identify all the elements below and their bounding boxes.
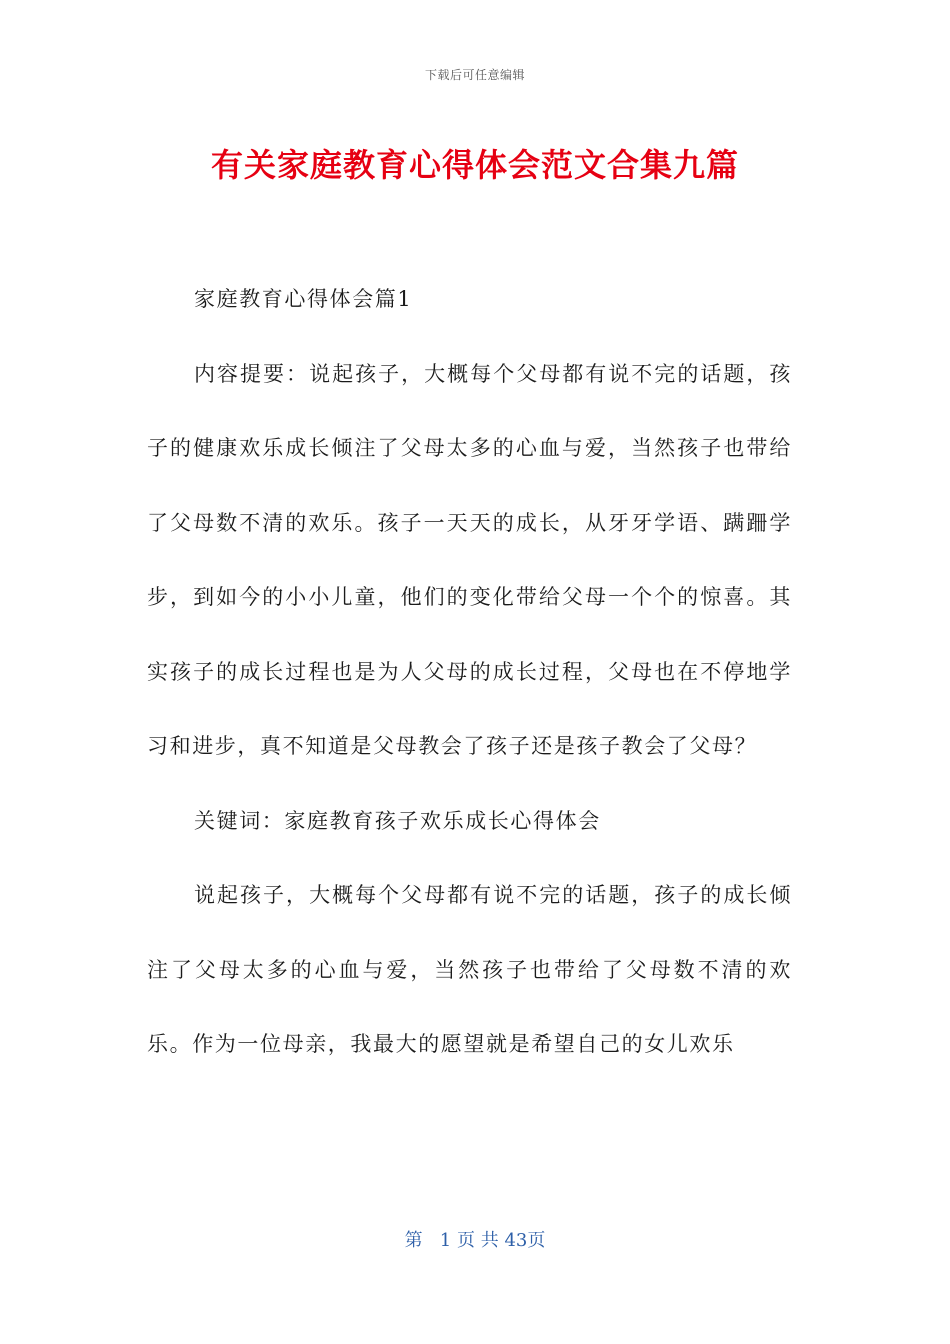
page-footer xyxy=(0,1226,950,1252)
footer-mid: 页 共 xyxy=(456,1230,499,1251)
footer-suffix: 页 xyxy=(527,1230,546,1251)
summary-paragraph: 内容提要：说起孩子，大概每个父母都有说不完的话题，孩子的健康欢乐成长倾注了父母太多的心血与爱，当然孩子也带给了父母数不清的欢乐。孩子一天天的成长，从牙牙学语、蹒跚学步，到如今的小小儿童，他们的变化带给父母一个个的惊喜。其实孩子的成长过程也是为人父母的成长过程，父母也在不停地学习和进步，真不知道是父母教会了孩子还是孩子教会了父母？ xyxy=(147,361,792,758)
header-note: 下载后可任意编辑 xyxy=(424,68,525,82)
document-body xyxy=(147,262,792,1082)
section-heading: 家庭教育心得体会篇1 xyxy=(194,287,413,311)
document-title: 有关家庭教育心得体会范文合集九篇 xyxy=(210,146,739,184)
footer-prefix: 第 xyxy=(404,1230,423,1251)
keywords-paragraph: 关键词：家庭教育孩子欢乐成长心得体会 xyxy=(194,808,601,833)
footer-total-pages: 43 xyxy=(504,1230,528,1251)
body-paragraph: 说起孩子，大概每个父母都有说不完的话题，孩子的成长倾注了父母太多的心血与爱，当然孩子也带给了父母数不清的欢乐。作为一位母亲，我最大的愿望就是希望自己的女儿欢乐 xyxy=(147,883,792,1056)
footer-current-page: 1 xyxy=(439,1230,452,1251)
